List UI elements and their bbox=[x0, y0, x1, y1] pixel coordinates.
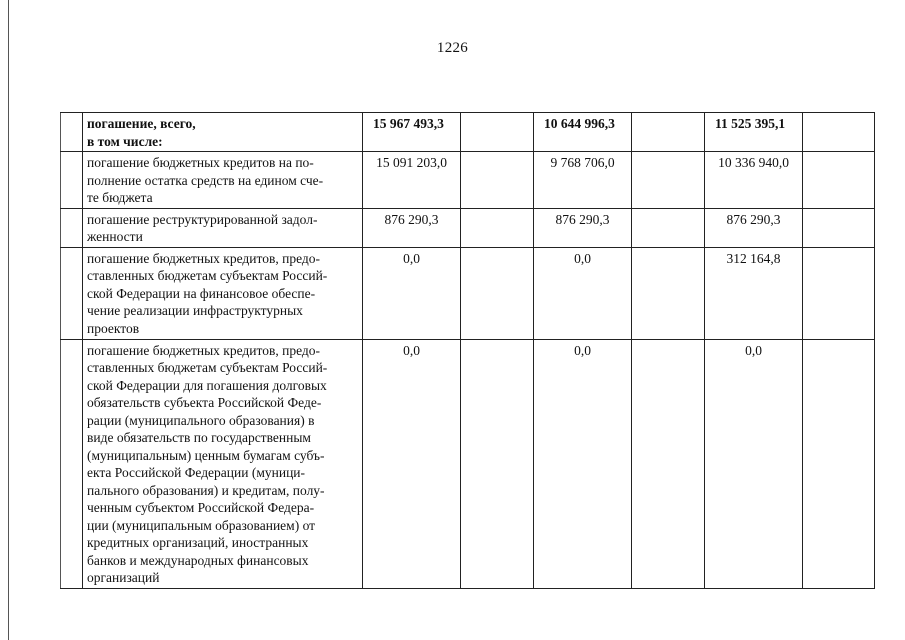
page-edge-line bbox=[8, 0, 9, 640]
empty-cell bbox=[461, 113, 534, 152]
page-number: 1226 bbox=[436, 40, 469, 56]
amount-cell: 876 290,3 bbox=[363, 208, 461, 247]
row-label-line: виде обязательств по государственным bbox=[87, 430, 311, 445]
row-label-line: ской Федерации на финансовое обеспе- bbox=[87, 285, 316, 301]
empty-cell bbox=[803, 247, 875, 339]
row-label-line: обязательств субъекта Российской Феде- bbox=[87, 395, 322, 410]
amount-cell: 0,0 bbox=[534, 339, 632, 588]
empty-cell bbox=[632, 208, 705, 247]
indent-cell bbox=[61, 152, 83, 209]
row-label-line: в том числе: bbox=[87, 133, 163, 149]
amount-cell: 0,0 bbox=[534, 247, 632, 339]
amount-cell: 10 644 996,3 bbox=[534, 113, 632, 152]
row-label-line: ставленных бюджетам субъектам Россий- bbox=[87, 268, 328, 283]
table-row bbox=[61, 152, 875, 209]
amount-cell: 9 768 706,0 bbox=[534, 152, 632, 209]
indent-cell bbox=[61, 208, 83, 247]
indent-cell bbox=[61, 339, 83, 588]
row-label bbox=[83, 152, 363, 209]
row-label-line: (муниципальным) ценным бумагам субъ- bbox=[87, 447, 325, 463]
empty-cell bbox=[803, 208, 875, 247]
row-label bbox=[83, 113, 363, 152]
row-label bbox=[83, 339, 363, 588]
amount-cell: 11 525 395,1 bbox=[705, 113, 803, 152]
row-label bbox=[83, 247, 363, 339]
amount-cell: 0,0 bbox=[705, 339, 803, 588]
empty-cell bbox=[461, 208, 534, 247]
amount-cell: 876 290,3 bbox=[705, 208, 803, 247]
indent-cell bbox=[61, 247, 83, 339]
amount-cell: 876 290,3 bbox=[534, 208, 632, 247]
empty-cell bbox=[632, 247, 705, 339]
row-label-line: женности bbox=[87, 229, 143, 244]
row-label-line: екта Российской Федерации (муници- bbox=[87, 465, 306, 480]
empty-cell bbox=[461, 339, 534, 588]
empty-cell bbox=[803, 152, 875, 209]
row-label-line: ченным субъектом Российской Федера- bbox=[87, 500, 315, 515]
empty-cell bbox=[632, 113, 705, 152]
empty-cell bbox=[803, 113, 875, 152]
empty-cell bbox=[461, 152, 534, 209]
row-label-line: погашение бюджетных кредитов, предо- bbox=[87, 342, 321, 358]
amount-cell: 0,0 bbox=[363, 247, 461, 339]
row-label-line: проектов bbox=[87, 320, 140, 336]
amount-cell: 0,0 bbox=[363, 339, 461, 588]
row-label-line: банков и международных финансовых bbox=[87, 552, 309, 568]
empty-cell bbox=[803, 339, 875, 588]
row-label-line: полнение остатка средств на едином сче- bbox=[87, 172, 324, 188]
amount-cell: 10 336 940,0 bbox=[705, 152, 803, 209]
row-label-line: организаций bbox=[87, 570, 160, 585]
amount-cell: 312 164,8 bbox=[705, 247, 803, 339]
row-label-line: погашение реструктурированной задол- bbox=[87, 211, 318, 227]
empty-cell bbox=[461, 247, 534, 339]
empty-cell bbox=[632, 339, 705, 588]
row-label-line: погашение бюджетных кредитов на по- bbox=[87, 155, 314, 170]
row-label-line: погашение, всего, bbox=[87, 116, 196, 131]
table-row bbox=[61, 113, 875, 152]
row-label-line: ставленных бюджетам субъектам Россий- bbox=[87, 360, 328, 375]
row-label-line: те бюджета bbox=[87, 190, 153, 205]
indent-cell bbox=[61, 113, 83, 152]
row-label-line: погашение бюджетных кредитов, предо- bbox=[87, 250, 321, 266]
table-row bbox=[61, 208, 875, 247]
row-label-line: рации (муниципального образования) в bbox=[87, 412, 315, 428]
table-body bbox=[61, 113, 875, 589]
table-row bbox=[61, 339, 875, 588]
amount-cell: 15 967 493,3 bbox=[363, 113, 461, 152]
row-label-line: чение реализации инфраструктурных bbox=[87, 303, 303, 318]
row-label-line: ции (муниципальным образованием) от bbox=[87, 517, 316, 533]
row-label-line: ской Федерации для погашения долговых bbox=[87, 377, 327, 393]
row-label-line: кредитных организаций, иностранных bbox=[87, 535, 309, 550]
row-label bbox=[83, 208, 363, 247]
empty-cell bbox=[632, 152, 705, 209]
table-row bbox=[61, 247, 875, 339]
amount-cell: 15 091 203,0 bbox=[363, 152, 461, 209]
row-label-line: пального образования) и кредитам, полу- bbox=[87, 482, 325, 498]
budget-repayment-table bbox=[60, 112, 875, 589]
